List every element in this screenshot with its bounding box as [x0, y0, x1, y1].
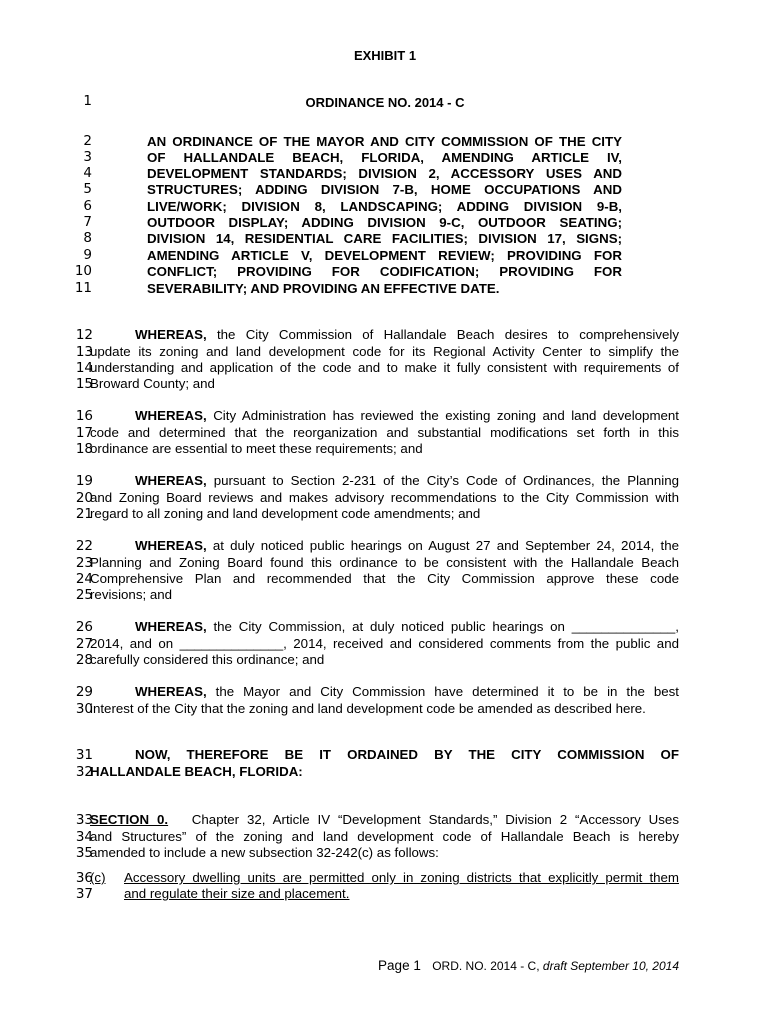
line-number: 1: [83, 93, 92, 109]
ordinance-title-line: DIVISION 14, RESIDENTIAL CARE FACILITIES; DIVISION 17, SIGNS;: [147, 231, 622, 246]
line-number: 21: [75, 506, 93, 522]
ordinance-title-line: AN ORDINANCE OF THE MAYOR AND CITY COMMISSION OF THE CITY: [147, 134, 622, 149]
line-number: 31: [75, 747, 93, 763]
paragraph-line: carefully considered this ordinance; and: [90, 652, 325, 667]
paragraph-text: at duly noticed public hearings on August 27 and September 24, 2014, the: [212, 538, 680, 553]
line-number: 37: [75, 886, 93, 902]
line-number: 22: [75, 538, 93, 554]
line-number: 2: [83, 133, 92, 149]
ordinance-number: ORDINANCE NO. 2014 - C: [305, 95, 465, 110]
inserted-text-line: and regulate their size and placement.: [124, 886, 350, 901]
line-number: 24: [75, 571, 93, 587]
ordinance-title-line: DEVELOPMENT STANDARDS; DIVISION 2, ACCESSORY USES AND: [147, 166, 622, 181]
paragraph-text: Chapter 32, Article IV “Development Standards,” Division 2 “Accessory Uses: [191, 812, 679, 827]
whereas-paragraph-line: [135, 538, 679, 554]
line-number: 15: [75, 376, 93, 392]
line-number: 36: [75, 870, 93, 886]
whereas-paragraph-line: [135, 327, 679, 343]
ordinance-title-line: LIVE/WORK; DIVISION 8, LANDSCAPING; ADDING DIVISION 9-B,: [147, 199, 622, 214]
line-number: 11: [74, 280, 92, 296]
exhibit-title: EXHIBIT 1: [353, 48, 417, 63]
whereas-paragraph-line: [135, 473, 679, 489]
paragraph-text: the City Commission of Hallandale Beach desires to comprehensively: [216, 327, 679, 342]
paragraph-line: regard to all zoning and land development code amendments; and: [90, 506, 481, 521]
paragraph-line: ordinance are essential to meet these requirements; and: [90, 441, 423, 456]
whereas-paragraph-line: [135, 619, 679, 635]
line-number: 25: [75, 587, 93, 603]
paragraph-text: City Administration has reviewed the existing zoning and land development: [213, 408, 680, 423]
ordained-clause-line: NOW, THEREFORE BE IT ORDAINED BY THE CITY COMMISSION OF: [135, 747, 679, 762]
line-number: 28: [75, 652, 93, 668]
section-paragraph-line: [90, 812, 679, 828]
line-number: 4: [83, 165, 92, 181]
paragraph-text: pursuant to Section 2-231 of the City’s Code of Ordinances, the Planning: [213, 473, 679, 488]
ordinance-title-line: CONFLICT; PROVIDING FOR CODIFICATION; PROVIDING FOR: [147, 264, 622, 279]
section-heading: SECTION 0.: [90, 812, 169, 827]
line-number: 33: [75, 812, 93, 828]
line-number: 12: [75, 327, 93, 343]
line-number: 29: [75, 684, 93, 700]
line-number: 18: [75, 441, 93, 457]
line-number: 5: [83, 181, 92, 197]
paragraph-line: Planning and Zoning Board found this ordinance to be consistent with the Hallandale Beach: [90, 555, 679, 570]
ordinance-title-line: OUTDOOR DISPLAY; ADDING DIVISION 9-C, OUTDOOR SEATING;: [147, 215, 622, 230]
paragraph-line: Comprehensive Plan and recommended that the City Commission approve these code: [90, 571, 679, 586]
paragraph-line: Broward County; and: [90, 376, 215, 391]
inserted-text-line: Accessory dwelling units are permitted only in zoning districts that explicitly permit them: [124, 870, 679, 885]
paragraph-line: revisions; and: [90, 587, 173, 602]
footer-draft-date: draft September 10, 2014: [542, 959, 679, 973]
line-number: 19: [75, 473, 93, 489]
line-number: 35: [75, 845, 93, 861]
subsection-marker: (c): [90, 870, 106, 885]
ordinance-title-line: OF HALLANDALE BEACH, FLORIDA, AMENDING ARTICLE IV,: [147, 150, 622, 165]
whereas-paragraph-line: [135, 684, 679, 700]
line-number: 34: [75, 829, 93, 845]
ordinance-title-line: STRUCTURES; ADDING DIVISION 7-B, HOME OCCUPATIONS AND: [147, 182, 622, 197]
line-number: 26: [75, 619, 93, 635]
line-number: 27: [75, 636, 93, 652]
paragraph-line: update its zoning and land development code for its Regional Activity Center to simplify the: [90, 344, 679, 359]
line-number: 20: [75, 490, 93, 506]
whereas-label: WHEREAS,: [135, 408, 207, 423]
paragraph-line: amended to include a new subsection 32-242(c) as follows:: [90, 845, 439, 860]
line-number: 3: [83, 149, 92, 165]
paragraph-text: the City Commission, at duly noticed public hearings on ______________,: [213, 619, 679, 634]
line-number: 14: [75, 360, 93, 376]
ordinance-title-line: SEVERABILITY; AND PROVIDING AN EFFECTIVE DATE.: [147, 281, 500, 296]
whereas-label: WHEREAS,: [135, 538, 207, 553]
page-footer: [378, 958, 679, 973]
line-number: 8: [83, 230, 92, 246]
paragraph-line: 2014, and on ______________, 2014, received and considered comments from the public and: [90, 636, 679, 651]
paragraph-line: and Zoning Board reviews and makes advisory recommendations to the City Commission with: [90, 490, 679, 505]
paragraph-line: and Structures” of the zoning and land development code of Hallandale Beach is hereby: [90, 829, 679, 844]
line-number: 17: [75, 425, 93, 441]
paragraph-line: interest of the City that the zoning and land development code be amended as described here.: [90, 701, 646, 716]
line-number: 10: [74, 263, 92, 279]
line-number: 32: [75, 764, 93, 780]
ordained-clause-line: HALLANDALE BEACH, FLORIDA:: [90, 764, 303, 779]
line-number: 30: [75, 701, 93, 717]
whereas-label: WHEREAS,: [135, 684, 207, 699]
line-number: 9: [83, 247, 92, 263]
ordinance-title-line: AMENDING ARTICLE V, DEVELOPMENT REVIEW; PROVIDING FOR: [147, 248, 622, 263]
whereas-label: WHEREAS,: [135, 473, 207, 488]
line-number: 16: [75, 408, 93, 424]
paragraph-line: code and determined that the reorganization and substantial modifications set forth in this: [90, 425, 679, 440]
line-number: 7: [83, 214, 92, 230]
footer-ordinance: ORD. NO. 2014 - C,: [432, 959, 540, 973]
paragraph-line: understanding and application of the code and to make it fully consistent with requirements of: [90, 360, 679, 375]
whereas-label: WHEREAS,: [135, 619, 207, 634]
whereas-paragraph-line: [135, 408, 679, 424]
line-number: 6: [83, 198, 92, 214]
page-number: Page 1: [378, 958, 421, 973]
whereas-label: WHEREAS,: [135, 327, 207, 342]
paragraph-text: the Mayor and City Commission have determined it to be in the best: [215, 684, 680, 699]
line-number: 23: [75, 555, 93, 571]
line-number: 13: [75, 344, 93, 360]
